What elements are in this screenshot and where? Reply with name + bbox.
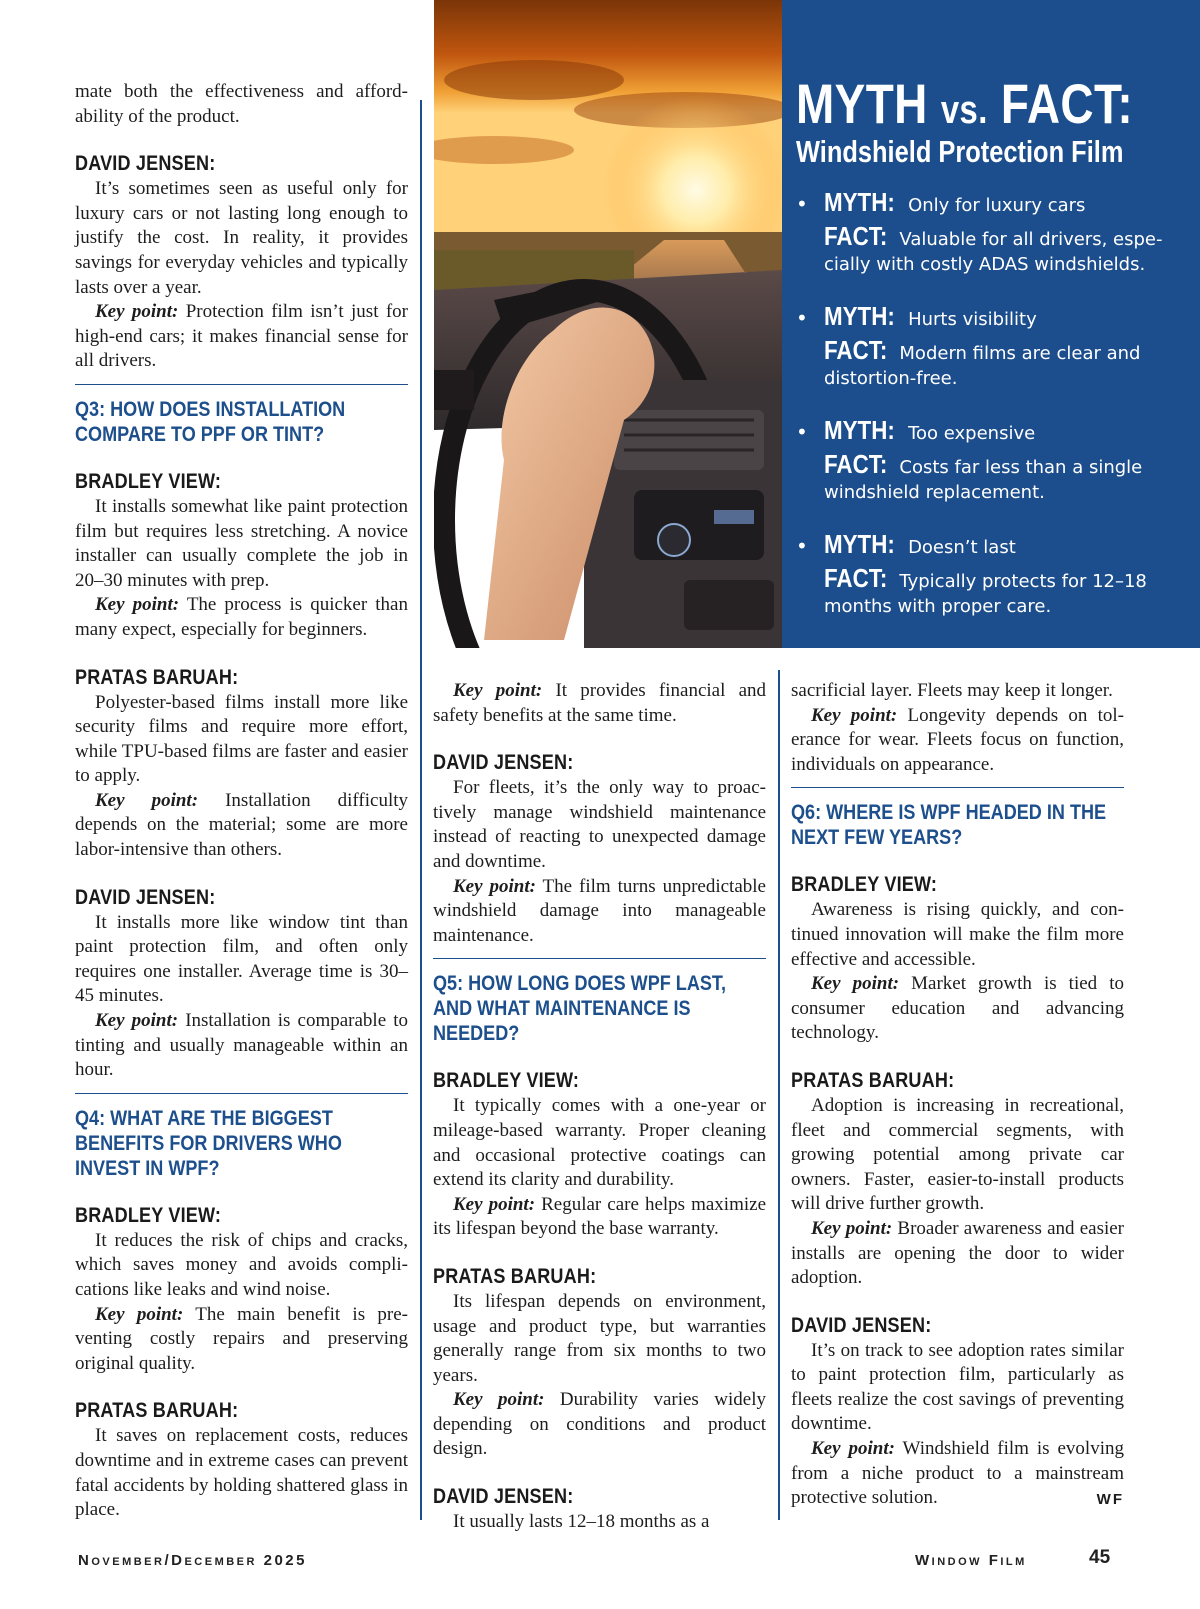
key-point (433, 679, 766, 728)
column-2 (433, 679, 766, 1535)
column-3 (791, 679, 1124, 1513)
footer-issue: November/December 2025 (78, 1552, 307, 1569)
key-point-label: Key point: (811, 1217, 893, 1239)
key-point-text: The film turns unpredictable windshield damage into manageable maintenance. (433, 875, 766, 946)
myth-text: Too expensive (908, 423, 1036, 444)
key-point-label: Key point: (453, 875, 536, 897)
speaker-label: BRADLEY VIEW: (75, 1203, 222, 1227)
section-divider (75, 384, 408, 385)
myth-vs-fact-sidebar (782, 0, 1200, 648)
fact-label: FACT: (824, 449, 888, 479)
section-divider (791, 787, 1124, 788)
bullet-icon: • (796, 192, 808, 216)
key-point-text: Protection film isn’t just for high-end cars; it makes financial sense for all drivers. (75, 301, 408, 372)
key-point (791, 1217, 1124, 1291)
key-point-text: Durability varies widely depending on conditions and product design. (433, 1389, 766, 1460)
key-point-label: Key point: (811, 704, 898, 726)
question-heading: Q3: HOW DOES INSTALLATION COMPARE TO PPF OR TINT? (75, 397, 346, 446)
speaker-label: DAVID JENSEN: (791, 1313, 932, 1337)
key-point (75, 593, 408, 642)
bullet-icon: • (796, 306, 808, 330)
key-point-text: Market growth is tied to consumer education and advancing technology. (791, 973, 1125, 1044)
speaker-label: PRATAS BARUAH: (75, 1399, 239, 1423)
answer-text: It installs somewhat like paint protection film but requires less stretching. A novice installer can usually complete the job in 20–30 minutes with prep. (75, 495, 408, 591)
speaker-label: PRATAS BARUAH: (433, 1264, 597, 1288)
fact-label: FACT: (824, 563, 888, 593)
key-point (75, 789, 408, 863)
speaker-label: BRADLEY VIEW: (791, 873, 938, 897)
sidebar-title (796, 74, 1133, 140)
answer-text: Polyester-based films install more like security films and require more effort, while TPU-based films are faster and easier to apply. (75, 691, 408, 787)
fact-text: Modern films are clear and distortion-free. (824, 343, 1141, 389)
column-divider (778, 670, 780, 1520)
answer-text: It reduces the risk of chips and cracks, which saves money and avoids complications like leaks and wind noise. (75, 1229, 408, 1300)
key-point-label: Key point: (453, 1389, 545, 1411)
key-point-label: Key point: (95, 1303, 184, 1325)
speaker-label: BRADLEY VIEW: (75, 469, 222, 493)
fact-text: Costs far less than a single windshield replacement. (824, 457, 1143, 503)
title-vs: vs. (940, 88, 988, 132)
myth-label: MYTH: (824, 415, 895, 445)
key-point (433, 875, 766, 949)
section-divider (75, 1093, 408, 1094)
title-myth: MYTH (796, 72, 928, 135)
fact-text: Typically protects for 12–18 months with proper care. (824, 571, 1147, 617)
myth-label: MYTH: (824, 187, 895, 217)
key-point-text: Regular care helps maximize its lifespan beyond the base warranty. (433, 1193, 767, 1240)
key-point (75, 300, 408, 374)
key-point-text: It provides financial and safety benefits at the same time. (433, 680, 767, 726)
question-heading: Q4: WHAT ARE THE BIGGEST BENEFITS FOR DRIVERS WHO INVEST IN WPF? (75, 1106, 342, 1180)
myth-text: Hurts visibility (908, 309, 1037, 330)
key-point (433, 1388, 766, 1462)
key-point-text: Longevity depends on tolerance for wear. Fleets focus on function, individuals on appearance. (791, 704, 1124, 775)
answer-text: It saves on replacement costs, reduces downtime and in extreme cases can prevent fatal accidents by holding shattered glass in place. (75, 1425, 408, 1521)
key-point (791, 972, 1124, 1046)
answer-text: It’s on track to see adoption rates similar to paint protection film, particularly as fleets realize the cost savings of preventing downtime. (791, 1339, 1124, 1435)
key-point (791, 704, 1124, 778)
myth-text: Doesn’t last (908, 537, 1016, 558)
speaker-label: PRATAS BARUAH: (791, 1068, 955, 1092)
key-point (433, 1193, 766, 1242)
answer-text: Its lifespan depends on environment, usage and product type, but warranties generally range from six months to two years. (433, 1290, 766, 1386)
myth-fact-item (796, 301, 1186, 391)
title-fact: FACT: (1000, 72, 1134, 135)
page-number: 45 (1089, 1547, 1111, 1568)
bullet-icon: • (796, 420, 808, 444)
key-point-label: Key point: (811, 973, 900, 995)
answer-text: It usually lasts 12–18 months as a (453, 1511, 710, 1533)
speaker-label: DAVID JENSEN: (75, 152, 216, 176)
key-point (75, 1009, 408, 1083)
key-point (75, 1303, 408, 1377)
key-point-label: Key point: (453, 1193, 536, 1215)
answer-text: Awareness is rising quickly, and continued innovation will make the film more effective and accessible. (791, 899, 1124, 970)
section-divider (433, 958, 766, 959)
footer-magazine: Window Film (915, 1552, 1027, 1569)
key-point-text: Windshield film is evolving from a niche product to a mainstream protective solution. (791, 1438, 1124, 1509)
myth-fact-item (796, 187, 1186, 277)
key-point-label: Key point: (453, 680, 543, 701)
continued-text: sacrificial layer. Fleets may keep it longer. (791, 680, 1113, 701)
question-heading: Q6: WHERE IS WPF HEADED IN THE NEXT FEW YEARS? (791, 801, 1107, 850)
key-point-label: Key point: (95, 594, 180, 616)
hero-photo (434, 0, 782, 648)
end-mark: WF (1096, 1491, 1124, 1509)
myth-label: MYTH: (824, 301, 895, 331)
answer-text: For fleets, it’s the only way to proactively manage windshield maintenance instead of reacting to unexpected damage and downtime. (433, 777, 766, 872)
key-point-text: The process is quicker than many expect, especially for beginners. (75, 594, 408, 640)
speaker-label: DAVID JENSEN: (433, 751, 574, 775)
column-divider (420, 100, 422, 1520)
speaker-label: DAVID JENSEN: (75, 885, 216, 909)
key-point-label: Key point: (95, 1010, 179, 1032)
answer-text: It typically comes with a one-year or mileage-based warranty. Proper cleaning and occasional protective coatings can extend its clarity and durability. (433, 1095, 766, 1191)
key-point-text: Broader awareness and easier installs are opening the door to wider adoption. (791, 1217, 1125, 1289)
question-heading: Q5: HOW LONG DOES WPF LAST, AND WHAT MAINTENANCE IS NEEDED? (433, 972, 726, 1046)
fact-label: FACT: (824, 221, 888, 251)
myth-text: Only for luxury cars (908, 195, 1086, 216)
bullet-icon: • (796, 534, 808, 558)
speaker-label: PRATAS BARUAH: (75, 665, 239, 689)
key-point-label: Key point: (95, 301, 179, 323)
speaker-label: DAVID JENSEN: (433, 1485, 574, 1509)
answer-text: It’s sometimes seen as useful only for luxury cars or not lasting long enough to justify the cost. In reality, it provides savings for everyday vehicles and typically lasts over a year. (75, 178, 408, 298)
key-point (791, 1437, 1124, 1511)
answer-text: It installs more like window tint than paint protection film, and often only requires one installer. Average time is 30–45 minutes. (75, 911, 408, 1007)
key-point-text: Installation difficulty depends on the material; some are more labor-intensive than others. (75, 789, 409, 861)
key-point-label: Key point: (811, 1438, 895, 1460)
column-1 (75, 80, 408, 1523)
key-point-text: The main benefit is preventing costly repairs and preserving original quality. (75, 1303, 408, 1374)
fact-text: Valuable for all drivers, especially with costly ADAS windshields. (824, 229, 1163, 275)
myth-fact-item (796, 415, 1186, 505)
key-point-text: Installation is comparable to tinting and usually manageable within an hour. (75, 1010, 409, 1081)
driving-sunset-illustration (434, 0, 782, 648)
myth-fact-item (796, 529, 1186, 619)
answer-text: Adoption is increasing in recreational, fleet and commercial segments, with growing potential among private car owners. Faster, easier-to-install products will drive further growth. (791, 1094, 1124, 1215)
continued-text: mate both the effectiveness and affordability of the product. (75, 81, 408, 127)
fact-label: FACT: (824, 335, 888, 365)
myth-label: MYTH: (824, 529, 895, 559)
key-point-label: Key point: (95, 789, 199, 811)
speaker-label: BRADLEY VIEW: (433, 1069, 580, 1093)
sidebar-subtitle: Windshield Protection Film (796, 134, 1124, 169)
